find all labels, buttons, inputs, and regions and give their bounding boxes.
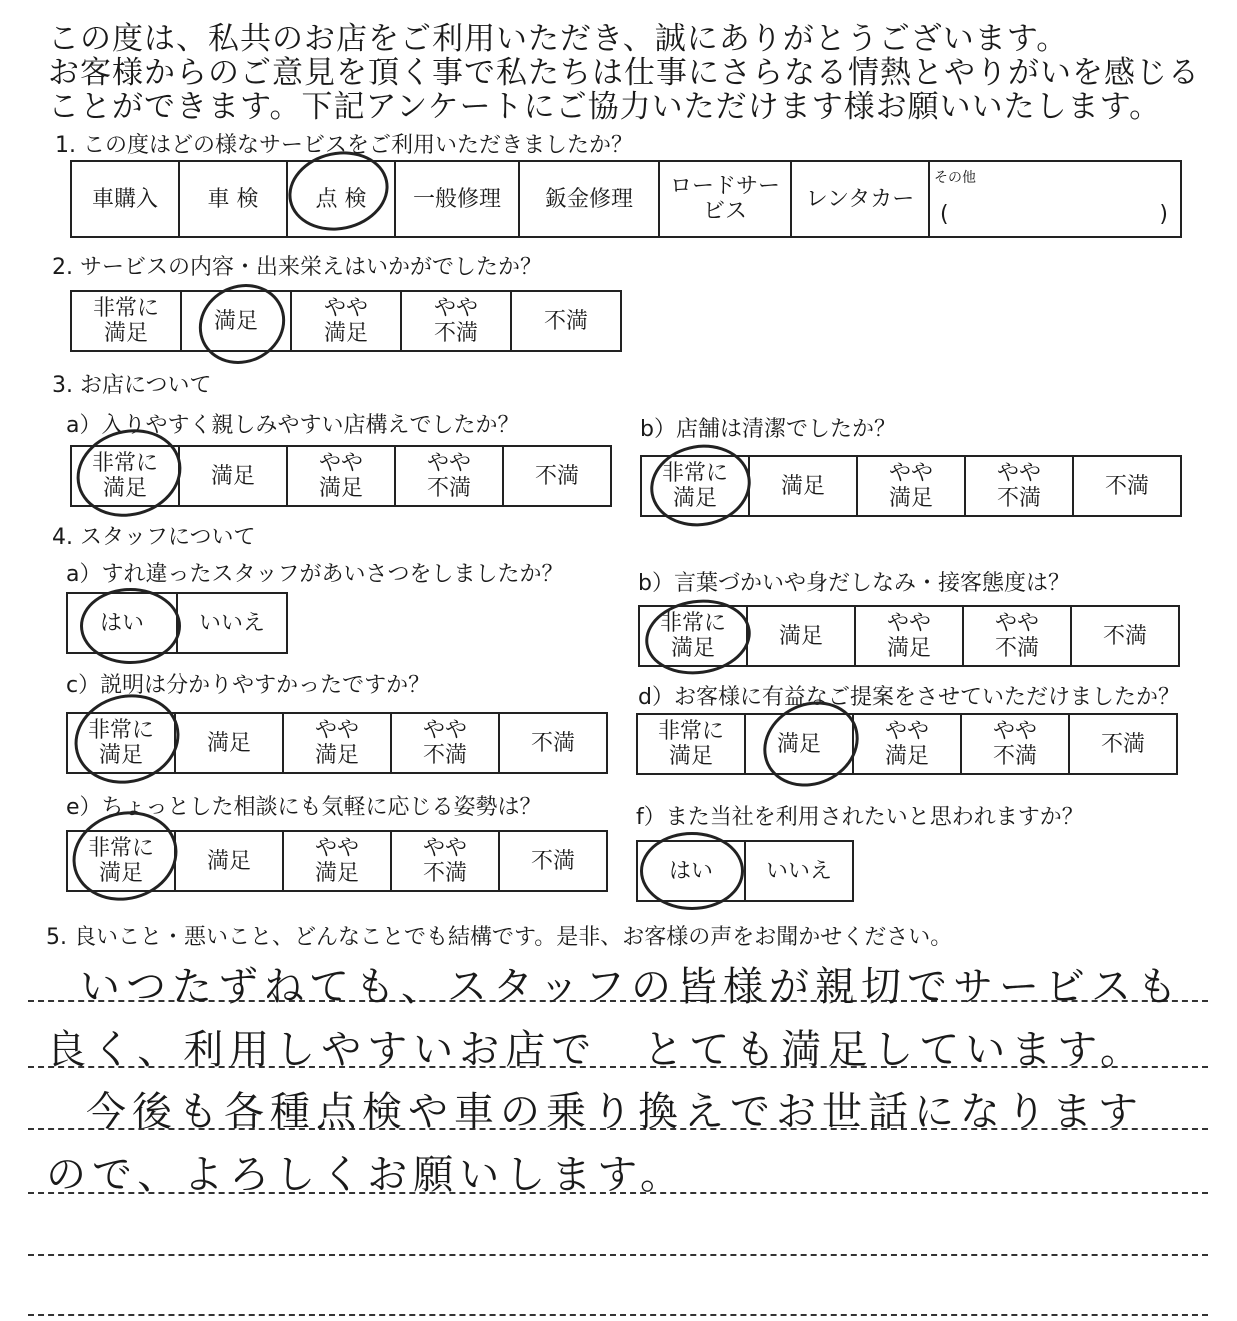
q2-options: [70, 290, 622, 352]
q4-heading: 4. スタッフについて: [52, 525, 256, 550]
intro-line-1: この度は、私共のお店をご利用いただき、誠にありがとうございます。: [48, 21, 1069, 57]
q3a-option-somewhat-satisfied[interactable]: やや 満足: [287, 446, 395, 506]
q1-option-road-service[interactable]: ロードサービス: [659, 161, 791, 237]
q1-other-label: その他: [934, 170, 976, 186]
q1-option-car-purchase[interactable]: 車購入: [71, 161, 179, 237]
q3b-option-dissatisfied[interactable]: 不満: [1073, 456, 1181, 516]
q4c-option-somewhat-dissatisfied[interactable]: やや 不満: [391, 713, 499, 773]
q4b-option-dissatisfied[interactable]: 不満: [1071, 606, 1179, 666]
q1-option-inspection[interactable]: 点 検: [287, 161, 395, 237]
q4c-option-somewhat-satisfied[interactable]: やや 満足: [283, 713, 391, 773]
q4e-options: [66, 830, 608, 892]
q3a-option-dissatisfied[interactable]: 不満: [503, 446, 611, 506]
q4c-question: c）説明は分かりやすかったですか？: [66, 673, 431, 698]
q4b-option-somewhat-dissatisfied[interactable]: やや 不満: [963, 606, 1071, 666]
intro-line-3: ことができます。下記アンケートにご協力いただけます様お願いいたします。: [48, 89, 1162, 125]
q1-other-close: ): [1159, 202, 1168, 227]
q4a-option-no[interactable]: いいえ: [177, 593, 287, 653]
handwritten-answer-line-3: 今後も各種点検や車の乗り換えでお世話になります: [86, 1089, 1144, 1135]
q4e-option-very-satisfied[interactable]: 非常に 満足: [67, 831, 175, 891]
q4f-option-no[interactable]: いいえ: [745, 841, 853, 901]
q4b-options: [638, 605, 1180, 667]
q4c-options: [66, 712, 608, 774]
q3b-option-satisfied[interactable]: 満足: [749, 456, 857, 516]
q4d-option-dissatisfied[interactable]: 不満: [1069, 714, 1177, 774]
q2-question: 2. サービスの内容・出来栄えはいかがでしたか？: [52, 255, 542, 280]
q1-option-shaken[interactable]: 車 検: [179, 161, 287, 237]
q1-other-open: (: [940, 202, 949, 227]
q3b-option-somewhat-satisfied[interactable]: やや 満足: [857, 456, 965, 516]
handwritten-answer-line-2: 良く、利用しやすいお店で とても満足しています。: [46, 1027, 1146, 1073]
q4f-option-yes[interactable]: はい: [637, 841, 745, 901]
q3a-option-very-satisfied[interactable]: 非常に 満足: [71, 446, 179, 506]
q4b-option-satisfied[interactable]: 満足: [747, 606, 855, 666]
q4c-option-dissatisfied[interactable]: 不満: [499, 713, 607, 773]
q4b-option-somewhat-satisfied[interactable]: やや 満足: [855, 606, 963, 666]
q3b-option-very-satisfied[interactable]: 非常に 満足: [641, 456, 749, 516]
q4a-question: a）すれ違ったスタッフがあいさつをしましたか？: [66, 562, 564, 587]
q4f-question: f）また当社を利用されたいと思われますか？: [636, 805, 1084, 830]
q4c-option-very-satisfied[interactable]: 非常に 満足: [67, 713, 175, 773]
q1-option-general-repair[interactable]: 一般修理: [395, 161, 519, 237]
intro-line-2: お客様からのご意見を頂く事で私たちは仕事にさらなる情熱とやりがいを感じる: [48, 55, 1200, 91]
q3b-options: [640, 455, 1182, 517]
q4d-options: [636, 713, 1178, 775]
q2-option-somewhat-satisfied[interactable]: やや 満足: [291, 291, 401, 351]
q1-option-sheet-metal[interactable]: 鈑金修理: [519, 161, 659, 237]
q4e-option-dissatisfied[interactable]: 不満: [499, 831, 607, 891]
q1-options: [70, 160, 1182, 238]
q1-option-rental[interactable]: レンタカー: [791, 161, 929, 237]
q4b-option-very-satisfied[interactable]: 非常に 満足: [639, 606, 747, 666]
q2-option-somewhat-dissatisfied[interactable]: やや 不満: [401, 291, 511, 351]
q4e-option-somewhat-dissatisfied[interactable]: やや 不満: [391, 831, 499, 891]
q5-question: 5. 良いこと・悪いこと、どんなことでも結構です。是非、お客様の声をお聞かせください。: [46, 925, 953, 950]
q4a-options: [66, 592, 288, 654]
q2-option-dissatisfied[interactable]: 不満: [511, 291, 621, 351]
q4d-question: d）お客様に有益なご提案をさせていただけましたか？: [638, 685, 1180, 710]
q4b-question: b）言葉づかいや身だしなみ・接客態度は？: [638, 571, 1070, 596]
q4a-option-yes[interactable]: はい: [67, 593, 177, 653]
q2-option-very-satisfied[interactable]: 非常に 満足: [71, 291, 181, 351]
q3b-question: b）店舗は清潔でしたか？: [640, 417, 896, 442]
q4c-option-satisfied[interactable]: 満足: [175, 713, 283, 773]
q2-option-satisfied[interactable]: 満足: [181, 291, 291, 351]
answer-line: [28, 1314, 1208, 1316]
q4f-options: [636, 840, 854, 902]
q4e-question: e）ちょっとした相談にも気軽に応じる姿勢は？: [66, 795, 542, 820]
q4d-option-satisfied[interactable]: 満足: [745, 714, 853, 774]
handwritten-answer-line-1: いつたずねても、スタッフの皆様が親切でサービスも: [80, 964, 1183, 1010]
answer-line: [28, 1254, 1208, 1256]
q4d-option-somewhat-satisfied[interactable]: やや 満足: [853, 714, 961, 774]
q4e-option-somewhat-satisfied[interactable]: やや 満足: [283, 831, 391, 891]
q4d-option-somewhat-dissatisfied[interactable]: やや 不満: [961, 714, 1069, 774]
q3-heading: 3. お店について: [52, 373, 212, 398]
q1-question: 1. この度はどの様なサービスをご利用いただきましたか？: [55, 133, 633, 158]
q3a-options: [70, 445, 612, 507]
q3a-option-somewhat-dissatisfied[interactable]: やや 不満: [395, 446, 503, 506]
handwritten-answer-line-4: ので、よろしくお願いします。: [46, 1152, 686, 1198]
q3a-question: a）入りやすく親しみやすい店構えでしたか？: [66, 413, 520, 438]
q4e-option-satisfied[interactable]: 満足: [175, 831, 283, 891]
q3b-option-somewhat-dissatisfied[interactable]: やや 不満: [965, 456, 1073, 516]
intro-text: [48, 22, 1200, 124]
q3a-option-satisfied[interactable]: 満足: [179, 446, 287, 506]
q4d-option-very-satisfied[interactable]: 非常に 満足: [637, 714, 745, 774]
q1-option-other[interactable]: [929, 161, 1181, 237]
